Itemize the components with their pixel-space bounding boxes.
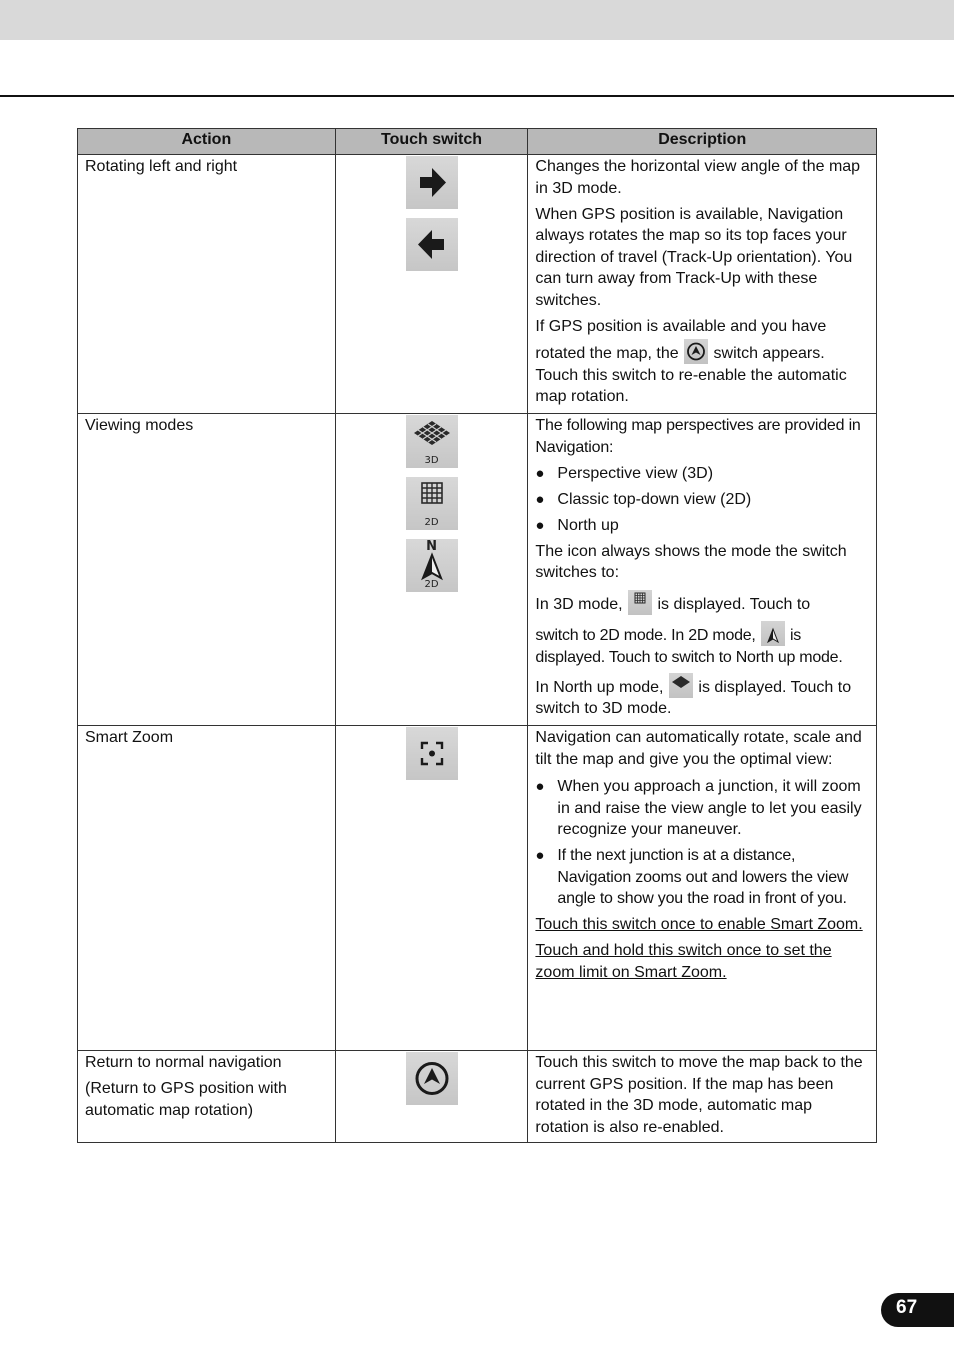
list-item: ● If the next junction is at a distance, Navigation zooms out and lowers the view angle to show you the road in front of you. — [535, 845, 869, 910]
description-text: The following map perspectives are provided in Navigation: — [535, 417, 861, 456]
return-navigation-icon — [684, 339, 708, 364]
header-band — [0, 0, 954, 40]
description-fragment: is displayed. Touch to — [657, 595, 811, 613]
3d-view-icon — [669, 673, 693, 698]
header-touch-switch: Touch switch — [335, 129, 528, 155]
2d-view-icon[interactable] — [406, 477, 458, 530]
list-item-text: Perspective view (3D) — [557, 464, 714, 482]
description-text: When GPS position is available, Navigation always rotates the map so its top faces your direction of travel (Track-Up orientation). You can turn away from Track-Up with these switches. — [535, 205, 853, 309]
action-label: Return to normal navigation — [85, 1054, 282, 1071]
header-description: Description — [528, 129, 877, 155]
action-label: Rotating left and right — [85, 158, 238, 175]
touch-switch-table — [77, 128, 877, 1143]
description-text — [535, 590, 869, 616]
switch-cell — [335, 1051, 528, 1143]
description-text: Changes the horizontal view angle of the map in 3D mode. — [535, 158, 861, 197]
icon-label: 2D — [424, 517, 439, 528]
description-cell — [528, 726, 877, 1051]
action-cell — [78, 155, 336, 414]
table-row — [78, 414, 877, 726]
list-item: ● When you approach a junction, it will zoom in and raise the view angle to let you easily recognize your maneuver. — [535, 776, 869, 841]
list-item: ● Perspective view (3D) — [535, 463, 869, 485]
table-header-row — [78, 129, 877, 155]
description-fragment: switch appears. Touch this switch to re-enable the automatic map rotation. — [535, 345, 847, 405]
description-fragment: is displayed. Touch to switch to 3D mode. — [535, 678, 852, 717]
smart-zoom-link[interactable]: Touch this switch once to enable Smart Zoom. — [535, 916, 863, 933]
table-row — [78, 726, 877, 1051]
switch-cell — [335, 414, 528, 726]
smart-zoom-limit-link[interactable]: Touch and hold this switch once to set the zoom limit on Smart Zoom. — [535, 942, 832, 981]
icon-label: 3D — [424, 455, 439, 466]
table-row — [78, 155, 877, 414]
switch-cell — [335, 726, 528, 1051]
description-text — [535, 673, 869, 720]
description-text: The icon always shows the mode the switch switches to: — [535, 542, 847, 581]
action-sublabel: (Return to GPS position with automatic map rotation) — [85, 1080, 287, 1119]
list-item-text: North up — [557, 516, 619, 534]
description-text — [535, 339, 869, 408]
header-action: Action — [78, 129, 336, 155]
description-text: Navigation can automatically rotate, scale and tilt the map and give you the optimal view: — [535, 729, 862, 768]
table-row — [78, 1051, 877, 1143]
smart-zoom-icon[interactable] — [406, 727, 458, 780]
return-navigation-icon[interactable] — [406, 1052, 458, 1105]
action-cell — [78, 1051, 336, 1143]
3d-view-icon[interactable] — [406, 415, 458, 468]
description-cell — [528, 155, 877, 414]
page-number: 67 — [881, 1293, 954, 1327]
header-rule — [0, 95, 954, 97]
description-text: Touch this switch to move the map back to the current GPS position. If the map has been rotated in the 3D mode, automatic map rotation is also re-enabled. — [535, 1054, 863, 1136]
list-item-text: When you approach a junction, it will zoom in and raise the view angle to let you easily recognize your maneuver. — [557, 778, 862, 838]
action-cell — [78, 414, 336, 726]
description-fragment: In 3D mode, — [535, 595, 623, 613]
description-cell — [528, 414, 877, 726]
action-cell — [78, 726, 336, 1051]
description-cell — [528, 1051, 877, 1143]
2d-view-icon — [628, 590, 652, 615]
action-label: Viewing modes — [85, 417, 194, 434]
description-text — [535, 621, 869, 668]
description-fragment: switch to 2D mode. In 2D mode, — [535, 627, 756, 644]
arrow-right-icon[interactable] — [406, 156, 458, 209]
description-text: If GPS position is available and you have — [535, 317, 827, 335]
north-up-icon[interactable] — [406, 539, 458, 592]
list-item: ● North up — [535, 515, 869, 537]
list-item: ● Classic top-down view (2D) — [535, 489, 869, 511]
icon-label: 2D — [424, 579, 439, 590]
list-item-text: If the next junction is at a distance, Navigation zooms out and lowers the view angle to show you the road in front of you. — [557, 847, 849, 907]
action-label: Smart Zoom — [85, 729, 174, 746]
arrow-left-icon[interactable] — [406, 218, 458, 271]
description-fragment: is displayed. Touch to switch to North up mode. — [535, 627, 843, 666]
description-fragment: In North up mode, — [535, 678, 664, 696]
north-up-icon — [761, 621, 785, 646]
icon-label: N — [426, 539, 437, 554]
list-item-text: Classic top-down view (2D) — [557, 490, 752, 508]
description-fragment: rotated the map, the — [535, 345, 679, 362]
switch-cell — [335, 155, 528, 414]
